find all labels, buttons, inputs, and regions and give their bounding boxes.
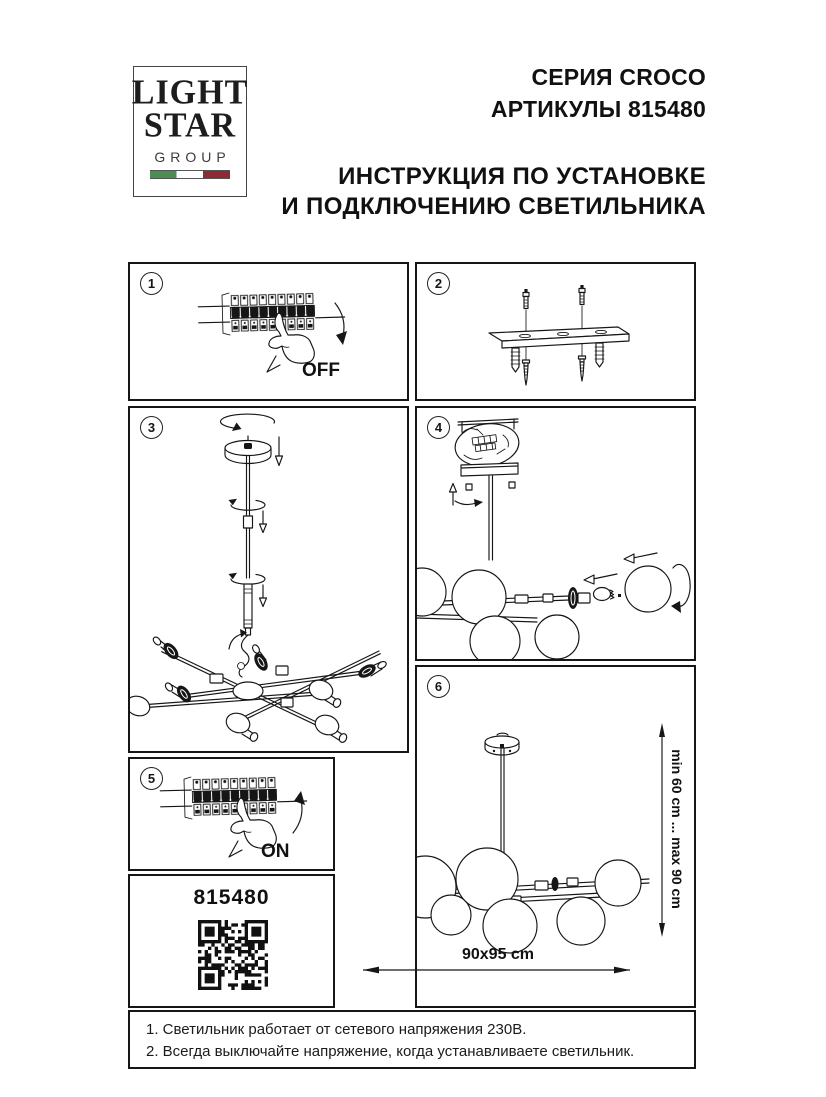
step-3-badge: 3 xyxy=(140,416,163,439)
logo-group-text: GROUP xyxy=(154,149,231,165)
step-5-badge: 5 xyxy=(140,767,163,790)
qr-panel xyxy=(128,874,335,1008)
safety-notes xyxy=(128,1010,696,1069)
off-label: OFF xyxy=(302,360,340,381)
instruction-title-line1: ИНСТРУКЦИЯ ПО УСТАНОВКЕ xyxy=(338,163,706,190)
final-chandelier-illustration xyxy=(417,667,694,1006)
logo-star-text: STAR xyxy=(143,106,237,145)
series-title: СЕРИЯ CROCO xyxy=(531,64,706,90)
mounting-bracket-illustration xyxy=(417,264,694,399)
circuit-breaker-off-illustration xyxy=(130,264,407,399)
width-dimension-label: 90x95 cm xyxy=(461,946,535,963)
safety-note-2: 2. Всегда выключайте напряжение, когда устанавливаете светильник. xyxy=(146,1043,635,1060)
safety-note-1: 1. Светильник работает от сетевого напряжения 230В. xyxy=(146,1021,527,1038)
step-1-panel xyxy=(128,262,409,401)
step-1-badge: 1 xyxy=(140,272,163,295)
instruction-title-line2: И ПОДКЛЮЧЕНИЮ СВЕТИЛЬНИКА xyxy=(281,193,706,220)
qr-article-number: 815480 xyxy=(193,886,270,909)
rod-assembly-illustration xyxy=(130,408,407,751)
step-2-panel xyxy=(415,262,696,401)
step-4-panel xyxy=(415,406,696,661)
on-label: ON xyxy=(261,841,290,862)
step-6-badge: 6 xyxy=(427,675,450,698)
italian-flag-stripe xyxy=(150,170,230,179)
step-2-badge: 2 xyxy=(427,272,450,295)
logo-light-text: LIGHT xyxy=(131,73,249,112)
lightstar-logo xyxy=(133,66,247,197)
step-6-panel xyxy=(415,665,696,1008)
step-5-panel xyxy=(128,757,335,871)
step-3-panel xyxy=(128,406,409,753)
ceiling-connection-illustration xyxy=(417,408,694,659)
qr-code xyxy=(198,920,268,990)
height-dimension-label: min 60 cm ... max 90 cm xyxy=(669,749,685,909)
article-title: АРТИКУЛЫ 815480 xyxy=(490,96,706,122)
step-4-badge: 4 xyxy=(427,416,450,439)
